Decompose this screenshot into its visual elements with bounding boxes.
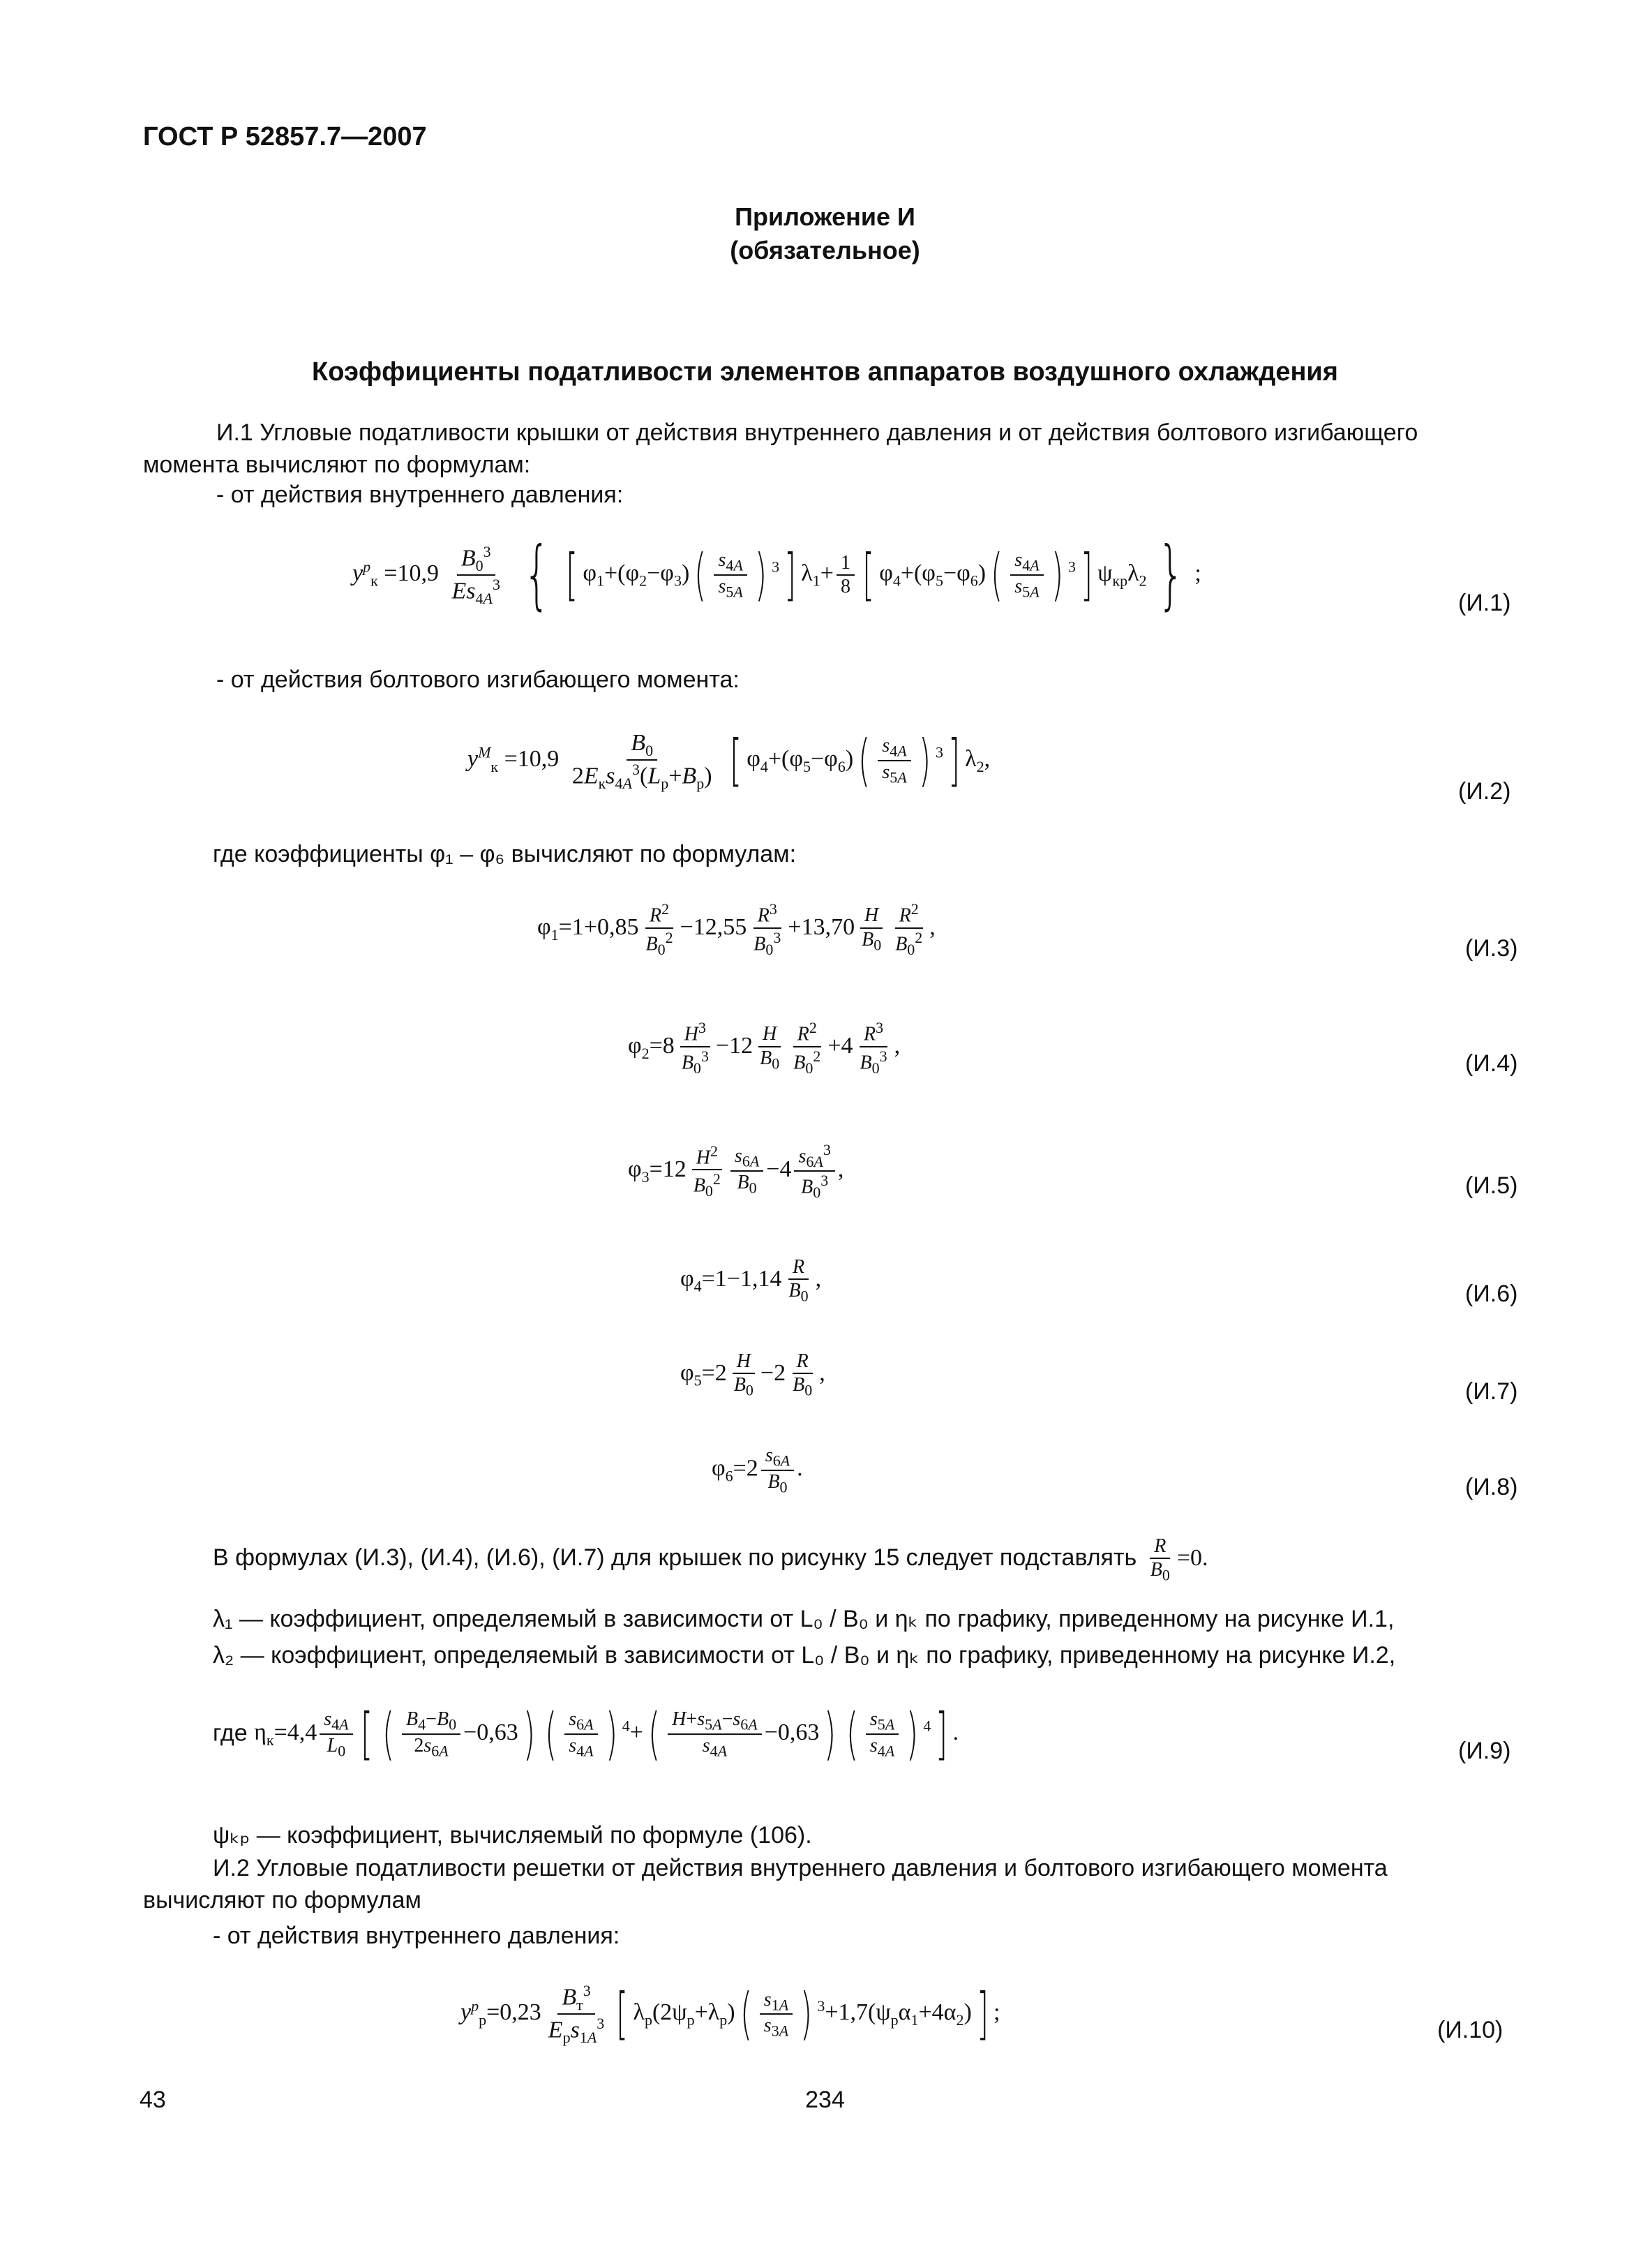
section-title: Коэффициенты податливости элементов аппаратов воздушного охлаждения — [312, 357, 1338, 387]
equation-number-i4: (И.4) — [1465, 1050, 1518, 1077]
phi-intro: где коэффициенты φ₁ – φ₆ вычисляют по формулам: — [213, 841, 797, 867]
lambda2-definition: λ₂ — коэффициент, определяемый в зависимости от L₀ / B₀ и ηₖ по графику, приведенному на рисунке И.2, — [213, 1642, 1396, 1669]
eta-where: где — [213, 1719, 248, 1747]
equation-i6: $\varphi_4=1-1,14$ $\frac{R}{B_0}$ , — [680, 1256, 822, 1305]
paragraph-i1-item1: - от действия внутреннего давления: — [216, 482, 624, 508]
equation-i5: $\varphi_3=12$ $\frac{H^2}{B_0^2}$ $\frac{s_{6A}}{B_0}$ −4 $\frac{s_{6A}^3}{B_0^3}$ , — [628, 1141, 844, 1202]
equation-i9: $\eta_к=4,4$ $\frac{s_{4A}}{L_0}$ [ ( $\frac{B_4-B_0}{2s_{6A}}$ −0,63) ( $\frac{s_{6A}}{s_{4A}}$ ) $^4$+( $\frac{H+s_{5A}-s_{6A}}{s_{4A}}$ −0,63) ( $\frac{s_{5A}}{s_{4A}}$ ) $^4$] . — [254, 1701, 959, 1766]
lambda1-definition: λ₁ — коэффициент, определяемый в зависимости от L₀ / B₀ и ηₖ по графику, приведенному на рисунке И.1, — [213, 1606, 1395, 1632]
equation-i9-row — [213, 1701, 959, 1766]
equation-number-i3: (И.3) — [1465, 935, 1518, 962]
equation-number-i10: (И.10) — [1437, 2017, 1503, 2043]
equation-i2: $y^M_к =10,9$ $\frac{B_0}{2E_кs_{4A}^3(L_p+B_p)}$ [ $\varphi_4+(\varphi_5-\varphi_6)$( $\frac{s_{4A}}{s_{5A}}$ ) $^3$] $\lambda_2$, — [467, 728, 991, 793]
equation-i8: $\varphi_6=2$ $\frac{s_{6A}}{B_0}$ . — [712, 1445, 803, 1496]
psi-note: ψₖₚ — коэффициент, вычисляемый по формуле (106). — [213, 1822, 812, 1849]
equation-number-i2: (И.2) — [1458, 778, 1511, 805]
paragraph-i1: И.1 Угловые податливости крышки от действия внутреннего давления и от действия болтового изгибающего момента вычисляют по формулам: — [143, 419, 1418, 478]
paragraph-i1-item2: - от действия болтового изгибающего момента: — [216, 666, 740, 693]
appendix-subtitle: (обязательное) — [730, 236, 920, 264]
substitution-note: В формулах (И.3), (И.4), (И.6), (И.7) для крышек по рисунку 15 следует подставлять — [213, 1544, 1137, 1571]
equation-number-i6: (И.6) — [1465, 1281, 1518, 1307]
equation-number-i7: (И.7) — [1465, 1378, 1518, 1405]
equation-number-i1: (И.1) — [1458, 590, 1511, 616]
equation-i7: $\varphi_5=2$ $\frac{H}{B_0}$ −2 $\frac{R}{B_0}$ , — [680, 1350, 825, 1399]
page-number-center: 234 — [805, 2087, 845, 2113]
equation-i1: $y^p_к =10,9$ $\frac{B_0^3}{Es_{4A}^3}$ { [ $\varphi_1+(\varphi_2-\varphi_3)$( $\frac{s_{4A}}{s_{5A}}$ ) $^3$] $\lambda_1+$ $\frac{1}{8}$ [ $\varphi_4+(\varphi_5-\varphi_6)$( $\frac{s_{4A}}{s_{5A}}$ ) $^3$] $\psi_{кр}\lambda_2$ } ; — [352, 531, 1201, 618]
equation-i10: $y^p_p=0,23$ $\frac{B_т^3}{E_ps_{1A}^3}$ [ $\lambda_p(2\psi_p+\lambda_p)$( $\frac{s_{1A}}{s_{3A}}$ ) $^3+1,7(\psi_p\alpha_1+4\alpha_2)$] ; — [460, 1981, 1000, 2047]
equation-number-i5: (И.5) — [1465, 1172, 1518, 1199]
paragraph-i2: И.2 Угловые податливости решетки от действия внутреннего давления и болтового изгибающего момента вычисляют по формулам — [143, 1855, 1388, 1913]
paragraph-i2-item1: - от действия внутреннего давления: — [213, 1923, 620, 1949]
substitution-note-row: В формулах (И.3), (И.4), (И.6), (И.7) для крышек по рисунку 15 следует подставлять $\frac{R}{B_0}$ =0. — [213, 1535, 1208, 1584]
appendix-title: Приложение И — [735, 202, 915, 231]
equation-i4: $\varphi_2=8$ $\frac{H^3}{B_0^3}$ −12 $\frac{H}{B_0}$ $\frac{R^2}{B_0^2}$ +4 $\frac{R^3}{B_0^3}$ , — [628, 1019, 901, 1077]
equation-number-i8: (И.8) — [1465, 1474, 1518, 1500]
equation-number-i9: (И.9) — [1458, 1738, 1511, 1764]
equation-i3: $\varphi_1=1+0,85$ $\frac{R^2}{B_0^2}$ −12,55 $\frac{R^3}{B_0^3}$ +13,70 $\frac{H}{B_0}$ $\frac{R^2}{B_0^2}$ , — [537, 900, 936, 958]
standard-header: ГОСТ Р 52857.7—2007 — [143, 122, 427, 151]
page-number-left: 43 — [140, 2087, 166, 2113]
